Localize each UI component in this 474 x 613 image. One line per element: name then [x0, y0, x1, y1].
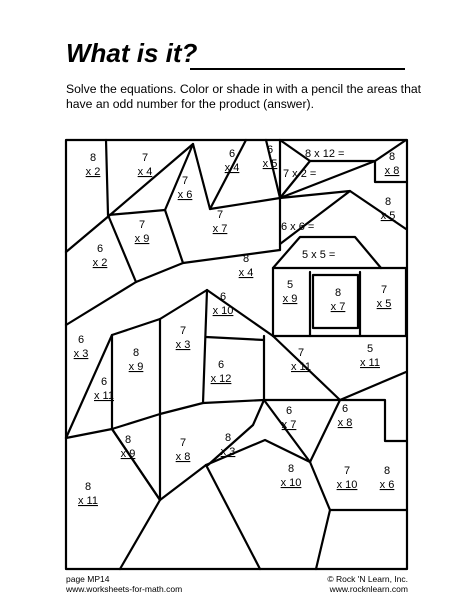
cell-factor: 7 — [179, 325, 187, 337]
cell-multiplier: x 8 — [384, 165, 400, 177]
equation-6x6: 6 x 6 = — [281, 221, 315, 233]
region-line — [112, 429, 160, 569]
cell-factor: 8 — [89, 152, 97, 164]
cell-multiplier: x 6 — [379, 479, 395, 491]
cell-multiplier: x 8 — [337, 417, 353, 429]
cell-factor: 8 — [287, 463, 295, 475]
site-link-right[interactable]: www.rocknlearn.com — [329, 584, 408, 594]
puzzle-cell[interactable] — [225, 148, 240, 174]
region-line — [206, 337, 264, 340]
region-line — [310, 462, 330, 569]
puzzle-cell[interactable] — [221, 432, 236, 458]
puzzle-cell[interactable] — [380, 465, 395, 491]
puzzle-cell[interactable] — [176, 325, 191, 351]
cell-factor: 6 — [341, 403, 349, 415]
page-label: page MP14 — [66, 574, 110, 584]
cell-factor: 7 — [179, 437, 187, 449]
region-line — [208, 400, 264, 465]
cell-factor: 7 — [141, 152, 149, 164]
footer-right — [327, 574, 408, 594]
puzzle-cell[interactable] — [176, 437, 191, 463]
cell-factor: 5 — [286, 279, 294, 291]
cell-multiplier: x 10 — [280, 477, 302, 489]
instructions: Solve the equations. Color or shade in with a pencil the areas that have an odd number for the product (answer). — [66, 82, 422, 111]
cell-factor: 7 — [138, 219, 146, 231]
puzzle-cell[interactable] — [178, 175, 193, 201]
cell-factor: 8 — [388, 151, 396, 163]
puzzle-cell[interactable] — [135, 219, 150, 245]
cell-multiplier: x 5 — [376, 298, 392, 310]
cell-factor: 8 — [242, 253, 250, 265]
footer-left — [66, 574, 182, 594]
cell-multiplier: x 11 — [94, 390, 114, 402]
cell-multiplier: x 4 — [137, 166, 153, 178]
cell-factor: 6 — [77, 334, 85, 346]
puzzle-cell[interactable] — [213, 209, 228, 235]
region-line — [206, 465, 260, 569]
cell-factor: 6 — [100, 376, 108, 388]
puzzle-cell[interactable] — [385, 151, 400, 177]
cell-factor: 6 — [96, 243, 104, 255]
cell-multiplier: x 8 — [175, 451, 191, 463]
puzzle-cell[interactable] — [331, 287, 346, 313]
cell-multiplier: x 6 — [177, 189, 193, 201]
cell-factor: 6 — [217, 359, 225, 371]
cell-factor: 6 — [228, 148, 236, 160]
puzzle-cell[interactable] — [93, 243, 108, 269]
region-line — [203, 290, 207, 403]
cell-factor: 7 — [181, 175, 189, 187]
cell-factor: 7 — [380, 284, 388, 296]
cell-multiplier: x 7 — [330, 301, 346, 313]
cell-factor: 8 — [384, 196, 392, 208]
cell-factor: 5 — [366, 343, 374, 355]
cell-multiplier: x 5 — [380, 210, 396, 222]
copyright: © Rock 'N Learn, Inc. — [327, 574, 408, 584]
puzzle-cell[interactable] — [138, 152, 153, 178]
worksheet-title: What is it? — [66, 38, 198, 68]
puzzle-cell[interactable] — [337, 465, 358, 491]
puzzle-cell[interactable] — [338, 403, 353, 429]
cell-multiplier: x 12 — [210, 373, 232, 385]
cell-multiplier: x 10 — [336, 479, 358, 491]
equation-7x2: 7 x 2 = — [283, 168, 317, 180]
cell-factor: 7 — [297, 347, 305, 359]
cell-multiplier: x 5 — [262, 158, 278, 170]
cell-multiplier: x 11 — [360, 357, 380, 369]
puzzle-cell[interactable] — [211, 359, 232, 385]
puzzle-cell[interactable] — [239, 253, 254, 279]
cell-multiplier: x 4 — [238, 267, 254, 279]
cell-multiplier: x 3 — [175, 339, 191, 351]
cell-factor: 8 — [334, 287, 342, 299]
cell-factor: 8 — [132, 347, 140, 359]
region-line — [66, 400, 264, 438]
cell-multiplier: x 2 — [92, 257, 108, 269]
cell-multiplier: x 11 — [291, 361, 311, 373]
cell-multiplier: x 11 — [78, 495, 98, 507]
cell-multiplier: x 9 — [134, 233, 150, 245]
puzzle-cell[interactable] — [377, 284, 392, 310]
cell-multiplier: x 3 — [220, 446, 236, 458]
cell-multiplier: x 7 — [212, 223, 228, 235]
cell-factor: 6 — [219, 291, 227, 303]
cell-factor: 6 — [285, 405, 293, 417]
cell-factor: 6 — [266, 144, 274, 156]
cell-factor: 7 — [216, 209, 224, 221]
puzzle-cell[interactable] — [74, 334, 89, 360]
region-line — [106, 140, 136, 282]
puzzle-cell[interactable] — [86, 152, 101, 178]
cell-factor: 8 — [383, 465, 391, 477]
equation-5x5: 5 x 5 = — [302, 249, 336, 261]
puzzle-cell[interactable] — [282, 405, 297, 431]
puzzle-cell[interactable] — [291, 347, 311, 373]
cell-factor: 8 — [124, 434, 132, 446]
cell-factor: 8 — [84, 481, 92, 493]
equation-8x12: 8 x 12 = — [305, 148, 345, 160]
site-link-left[interactable]: www.worksheets-for-math.com — [66, 584, 183, 594]
cell-multiplier: x 9 — [128, 361, 144, 373]
puzzle-cell[interactable] — [281, 463, 302, 489]
cell-multiplier: x 7 — [281, 419, 297, 431]
cell-factor: 8 — [224, 432, 232, 444]
cell-multiplier: x 2 — [85, 166, 101, 178]
cell-multiplier: x 10 — [212, 305, 234, 317]
region-line — [264, 400, 340, 462]
cell-multiplier: x 3 — [73, 348, 89, 360]
puzzle-cell[interactable] — [283, 279, 298, 305]
region-line — [66, 290, 273, 438]
puzzle-cell[interactable] — [129, 347, 144, 373]
cell-multiplier: x 9 — [282, 293, 298, 305]
cell-multiplier: x 4 — [224, 162, 240, 174]
cell-multiplier: x 9 — [120, 448, 136, 460]
puzzle-cell[interactable] — [381, 196, 396, 222]
puzzle-cell[interactable] — [360, 343, 380, 369]
cell-factor: 7 — [343, 465, 351, 477]
puzzle-cell[interactable] — [78, 481, 98, 507]
